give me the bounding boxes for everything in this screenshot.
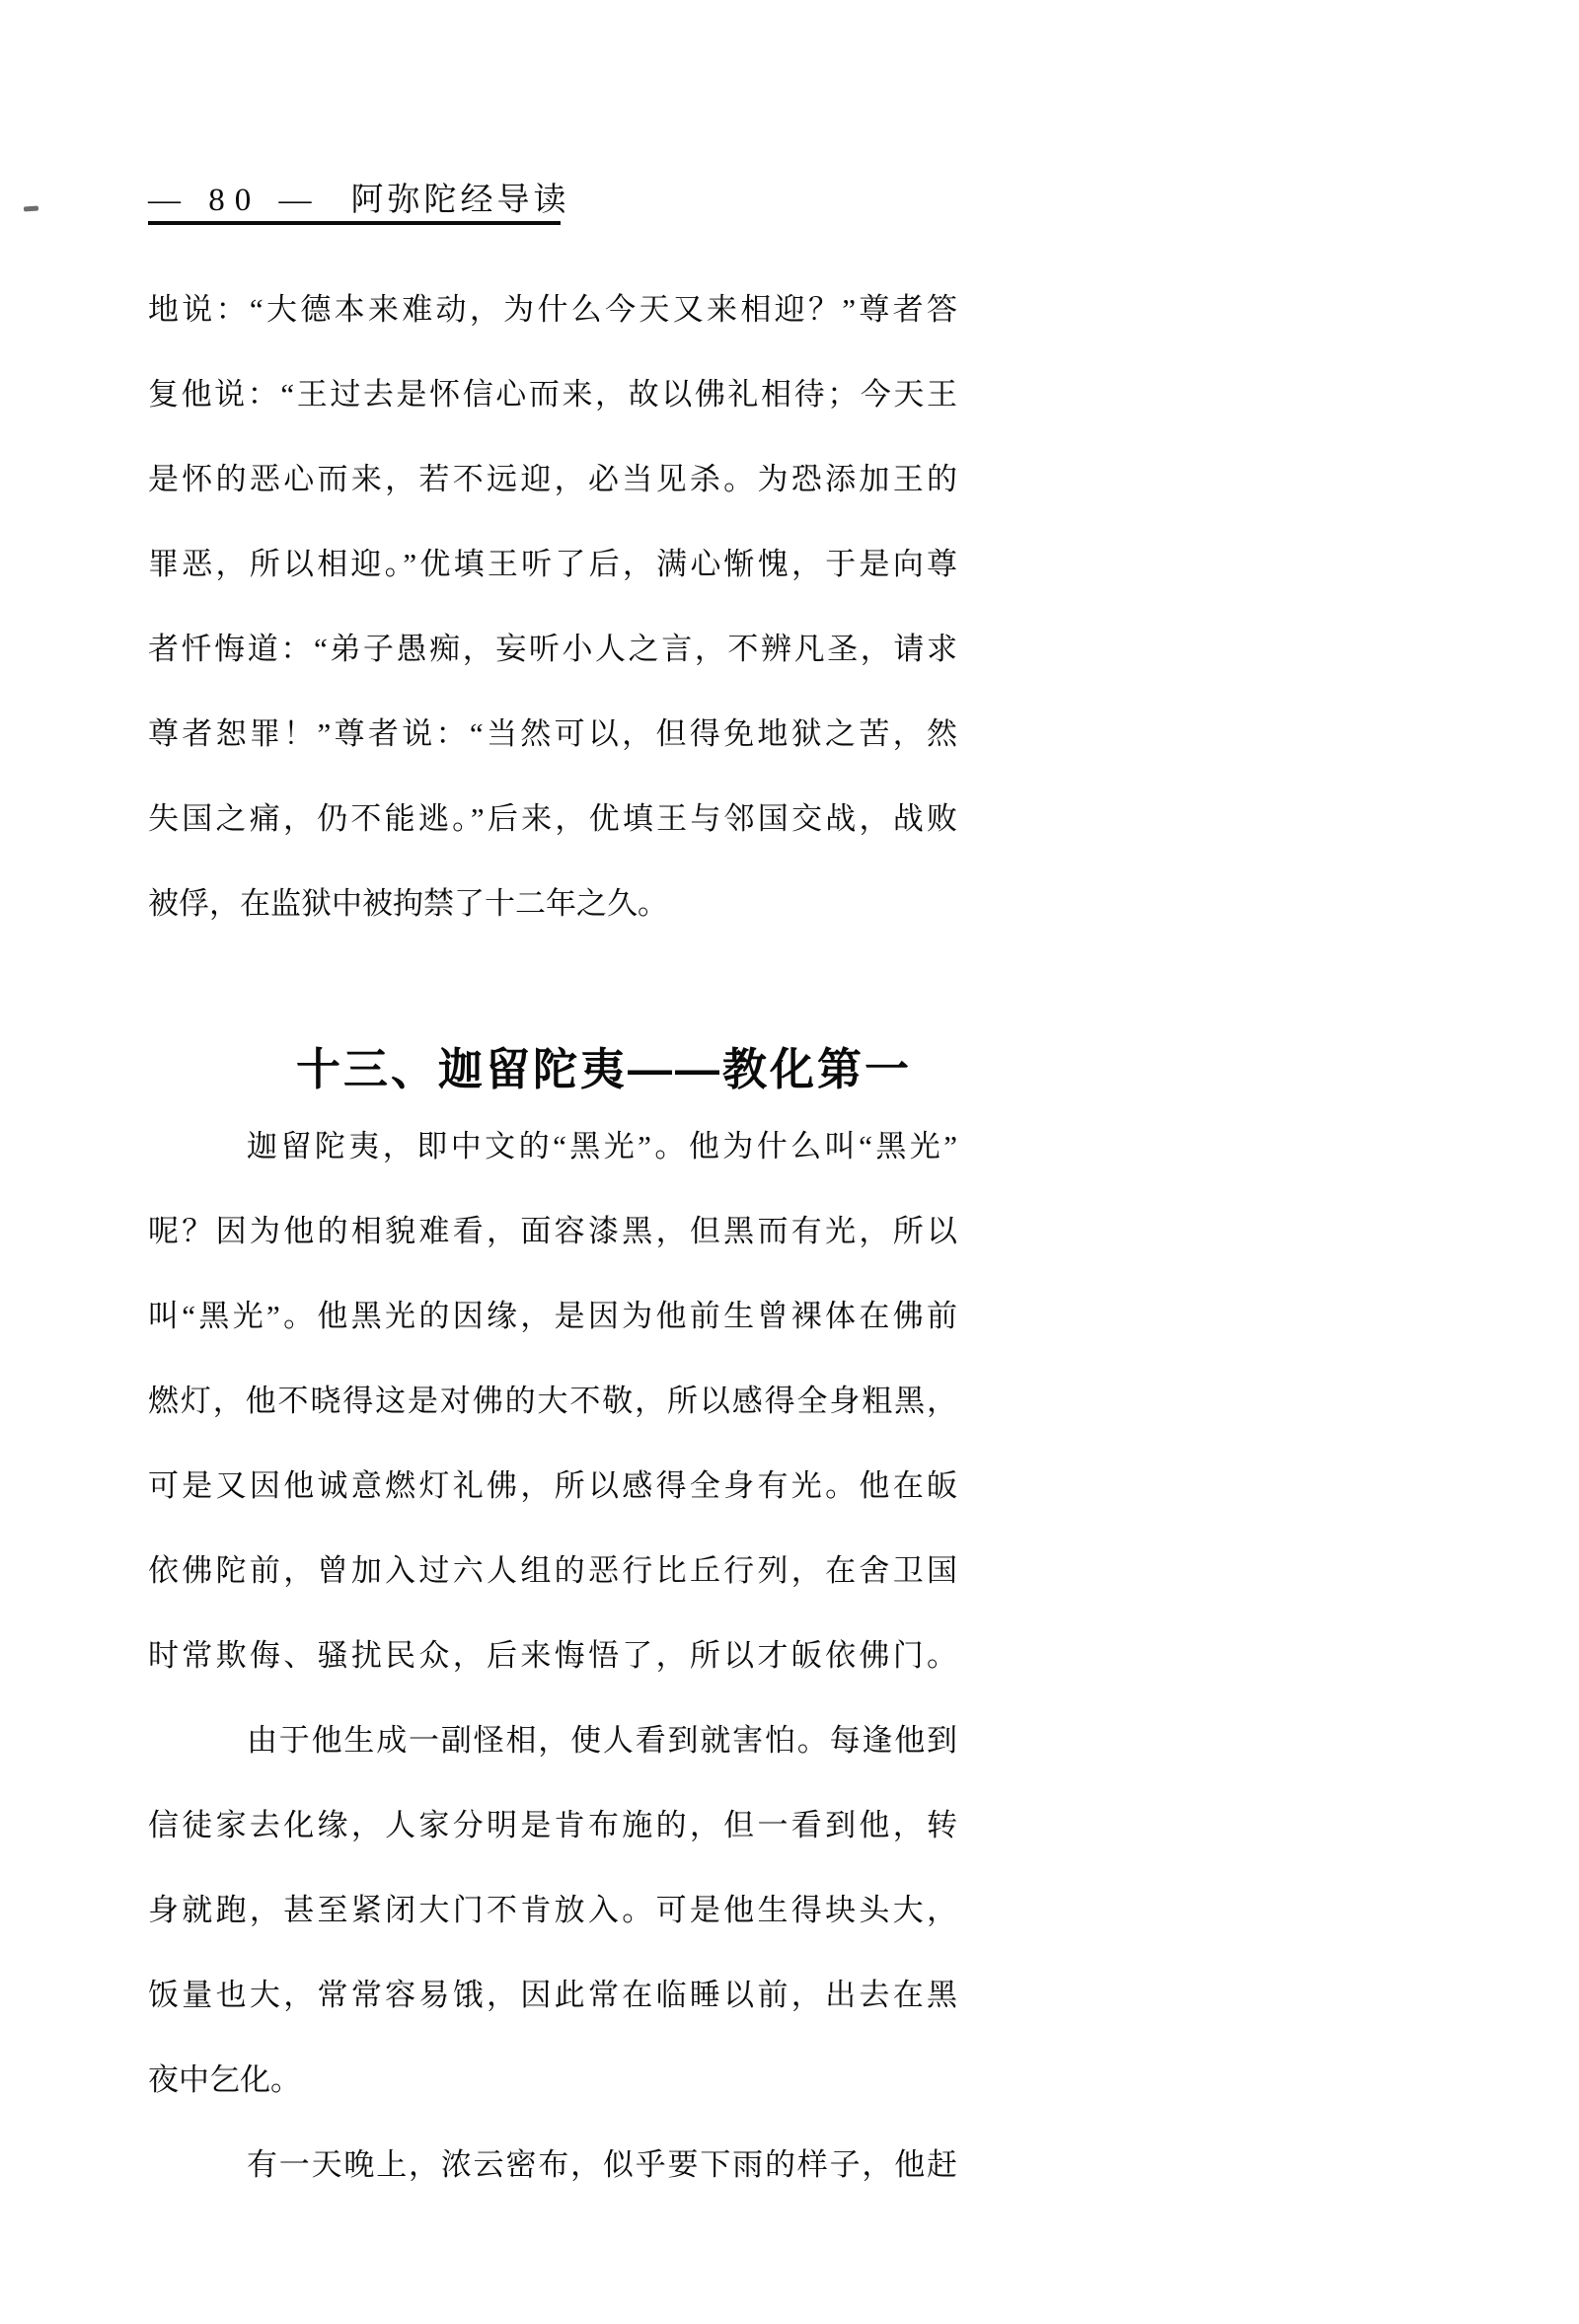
text-line: 呢？因为他的相貌难看，面容漆黑，但黑而有光，所以 — [148, 1214, 957, 1248]
text-line: 时常欺侮、骚扰民众，后来悔悟了，所以才皈依佛门。 — [148, 1638, 957, 1673]
running-header — [148, 174, 570, 220]
text-line: 由于他生成一副怪相，使人看到就害怕。每逢他到 — [247, 1723, 957, 1758]
text-line: 地说：“大德本来难动，为什么今天又来相迎？”尊者答 — [148, 292, 957, 327]
text-line: 饭量也大，常常容易饿，因此常在临睡以前，出去在黑 — [148, 1978, 957, 2012]
text-line: 被俘，在监狱中被拘禁了十二年之久。 — [148, 886, 668, 921]
text-line: 依佛陀前，曾加入过六人组的恶行比丘行列，在舍卫国 — [148, 1553, 957, 1588]
page-number: — 80 — — [148, 183, 322, 218]
text-line: 尊者恕罪！”尊者说：“当然可以，但得免地狱之苦，然 — [148, 716, 957, 751]
paragraph-block — [148, 267, 957, 946]
paragraph-block — [148, 2123, 957, 2208]
paragraph-block — [148, 1104, 957, 1698]
text-line: 失国之痛，仍不能逃。”后来，优填王与邻国交战，战败 — [148, 801, 957, 836]
scan-artifact-mark — [24, 205, 38, 211]
text-line: 有一天晚上，浓云密布，似乎要下雨的样子，他赶 — [247, 2147, 957, 2182]
text-line: 可是又因他诚意燃灯礼佛，所以感得全身有光。他在皈 — [148, 1468, 957, 1503]
book-title: 阿弥陀经导读 — [350, 183, 570, 218]
header-rule — [148, 221, 561, 225]
text-line: 者忏悔道：“弟子愚痴，妄听小人之言，不辨凡圣，请求 — [148, 632, 957, 666]
text-line: 燃灯，他不晓得这是对佛的大不敬，所以感得全身粗黑， — [148, 1384, 957, 1418]
text-line: 罪恶，所以相迎。”优填王听了后，满心惭愧，于是向尊 — [148, 547, 957, 581]
text-line: 叫“黑光”。他黑光的因缘，是因为他前生曾裸体在佛前 — [148, 1299, 957, 1333]
text-line: 信徒家去化缘，人家分明是肯布施的，但一看到他，转 — [148, 1808, 957, 1842]
text-line: 迦留陀夷，即中文的“黑光”。他为什么叫“黑光” — [247, 1129, 957, 1163]
text-line: 夜中乞化。 — [148, 2062, 301, 2097]
text-line: 身就跑，甚至紧闭大门不肯放入。可是他生得块头大， — [148, 1893, 957, 1927]
paragraph-block — [148, 1698, 957, 2123]
text-line: 是怀的恶心而来，若不远迎，必当见杀。为恐添加王的 — [148, 462, 957, 496]
text-line: 复他说：“王过去是怀信心而来，故以佛礼相待；今天王 — [148, 377, 957, 412]
section-heading: 十三、迦留陀夷——教化第一 — [296, 1044, 913, 1094]
